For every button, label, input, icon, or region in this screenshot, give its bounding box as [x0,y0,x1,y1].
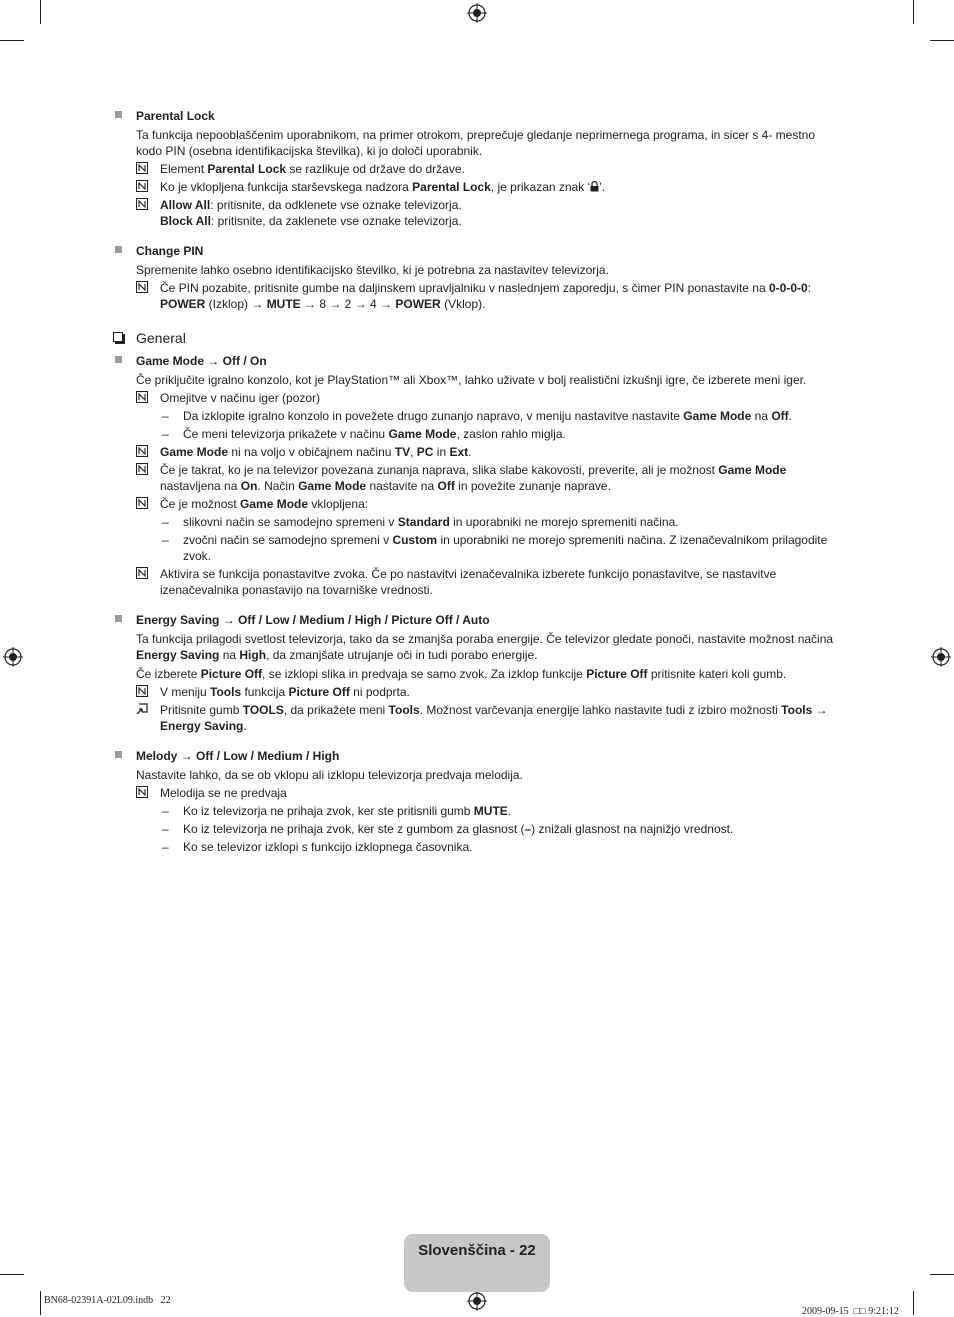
parental-lock-desc: Ta funkcija nepooblaščenim uporabnikom, na primer otrokom, preprečuje gledanje neprimernega programa, in sicer s 4- mestno kodo PIN (osebna identifikacijska številka), ki jo določi uporabnik. [136,128,816,158]
note-icon [136,180,148,192]
registration-mark-icon [467,3,487,23]
note-icon [136,786,148,798]
note: Pritisnite gumb TOOLS, da prikažete meni Tools. Možnost varčevanja energije lahko nastavite tudi z izbiro možnosti Tools → Energy Saving. [136,702,842,734]
melody-desc: Nastavite lahko, da se ob vklopu ali izklopu televizorja predvaja melodija. [136,768,523,782]
note-icon [136,567,148,579]
note: Aktivira se funkcija ponastavitve zvoka. Če po nastavitvi izenačevalnika izberete funkcijo ponastavitve, se nastavitve izenačevalnika ponastavijo na tovarniške vrednosti. [136,566,842,598]
note: Game Mode ni na voljo v običajnem načinu TV, PC in Ext. [136,444,842,460]
note: Če je takrat, ko je na televizor povezana zunanja naprava, slika slabe kakovosti, preverite, ali je možnost Game Mode nastavljena na On. Način Game Mode nastavite na Off in povežite zunanje naprave. [136,462,842,494]
change-pin-title: Change PIN [136,244,204,258]
imprint-date: 2009-09-15 □□ 9:21:12 [802,1306,899,1317]
page-number: Slovenščina - 22 [418,1242,536,1259]
game-mode-title: Game Mode → Off / On [136,354,267,368]
manual-content [112,108,842,855]
list-item: – slikovni način se samodejno spremeni v Standard in uporabniki ne morejo spremeniti načina. [162,515,679,529]
list-item: – Ko iz televizorja ne prihaja zvok, ker ste z gumbom za glasnost (–) znižali glasnost na najnižjo vrednost. [162,822,734,836]
note: V meniju Tools funkcija Picture Off ni podprta. [136,684,842,700]
crop-mark [913,0,914,24]
list-item: – Ko se televizor izklopi s funkcijo izklopnega časovnika. [162,840,473,854]
energy-saving-title: Energy Saving → Off / Low / Medium / High / Picture Off / Auto [136,613,490,627]
note: Če je možnost Game Mode vklopljena: [136,496,842,512]
crop-mark [0,1274,24,1275]
note: Melodija se ne predvaja [136,785,842,801]
registration-mark-icon [931,647,951,667]
crop-mark [930,40,954,41]
crop-mark [913,1291,914,1315]
lock-icon [590,181,599,192]
square-bullet-icon [115,751,122,758]
checkbox-icon [113,332,123,342]
note-icon [136,445,148,457]
list-item: – Če meni televizorja prikažete v načinu Game Mode, zaslon rahlo miglja. [162,427,566,441]
note-icon [136,497,148,509]
square-bullet-icon [115,111,122,118]
note-icon [136,162,148,174]
melody-section [112,748,842,855]
note: Allow All: pritisnite, da odklenete vse oznake televizorja. Block All: pritisnite, da zaklenete vse oznake televizorja. [136,197,842,229]
note: Element Parental Lock se razlikuje od države do države. [136,161,842,177]
tools-icon [136,703,148,715]
crop-mark [0,40,24,41]
energy-saving-desc-2: Če izberete Picture Off, se izklopi slika in predvaja se samo zvok. Za izklop funkcije Picture Off pritisnite kateri koli gumb. [136,667,787,681]
parental-lock-title: Parental Lock [136,109,215,123]
crop-mark [40,0,41,24]
note: Če PIN pozabite, pritisnite gumbe na daljinskem upravljalniku v naslednjem zaporedju, s čimer PIN ponastavite na 0-0-0-0: POWER (Izklop) → MUTE → 8 → 2 → 4 → POWER (Vklop). [136,280,842,312]
square-bullet-icon [115,615,122,622]
crop-mark [40,1291,41,1315]
change-pin-desc: Spremenite lahko osebno identifikacijsko številko, ki je potrebna za nastavitev televizorja. [136,263,609,277]
melody-title: Melody → Off / Low / Medium / High [136,749,340,763]
imprint-file: BN68-02391A-02L09.indb 22 [44,1295,171,1306]
note-icon [136,463,148,475]
energy-saving-section [112,612,842,734]
list-item: – Da izklopite igralno konzolo in povežete drugo zunanjo napravo, v meniju nastavitve nastavite Game Mode na Off. [162,409,792,423]
game-mode-section [112,353,842,598]
note-icon [136,685,148,697]
note-icon [136,281,148,293]
list-item: – Ko iz televizorja ne prihaja zvok, ker ste pritisnili gumb MUTE. [162,804,512,818]
game-mode-desc: Če priključite igralno konzolo, kot je PlayStation™ ali Xbox™, lahko uživate v bolj realistični izkušnji igre, če izberete meni iger. [136,373,807,387]
square-bullet-icon [115,356,122,363]
energy-saving-desc: Ta funkcija prilagodi svetlost televizorja, tako da se zmanjša poraba energije. Če televizor gledate ponoči, nastavite možnost načina Energy Saving na High, da zmanjšate utrujanje oči in tudi porabo energije. [136,632,834,662]
square-bullet-icon [115,246,122,253]
parental-lock-section [112,108,842,229]
note-icon [136,198,148,210]
note: Omejitve v načinu iger (pozor) [136,390,842,406]
general-heading: General [112,329,842,347]
registration-mark-icon [3,647,23,667]
crop-mark [930,1274,954,1275]
list-item: – zvočni način se samodejno spremeni v Custom in uporabniki ne morejo spremeniti načina. Z izenačevalnikom prilagodite zvok. [162,533,828,563]
note: Ko je vklopljena funkcija starševskega nadzora Parental Lock, je prikazan znak ‘ ’. [136,179,842,195]
note-icon [136,391,148,403]
change-pin-section [112,243,842,312]
registration-mark-icon [467,1291,487,1311]
